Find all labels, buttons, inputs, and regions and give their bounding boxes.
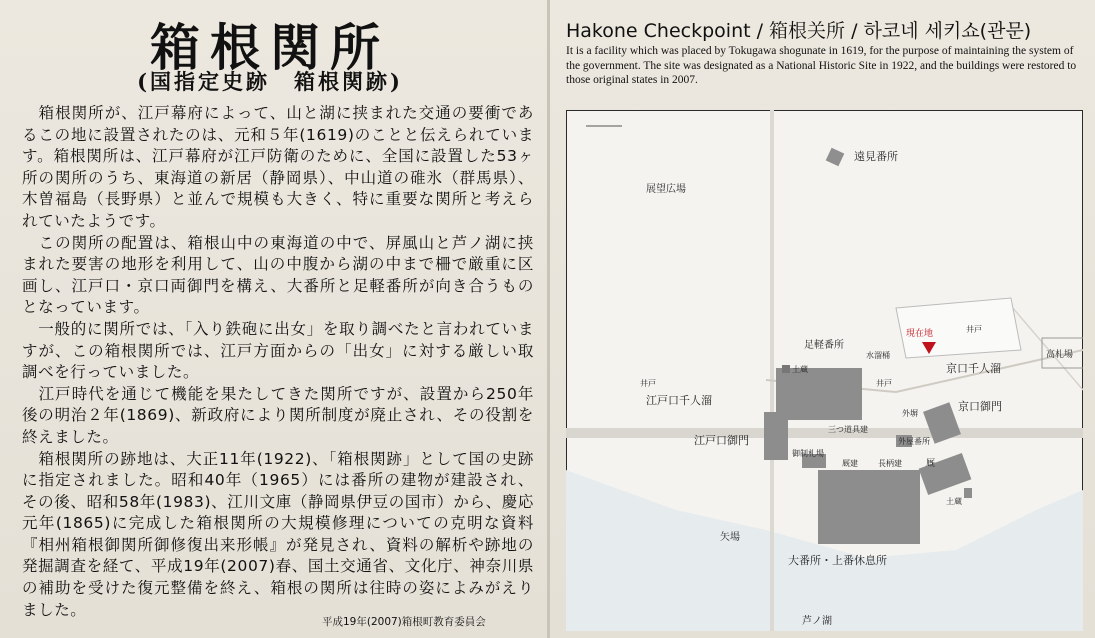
label-kousatsu: 高札場 — [1046, 350, 1074, 360]
label-tomi: 遠見番所 — [854, 150, 898, 163]
label-kyo-senninmasu: 京口千人溜 — [946, 362, 1001, 375]
label-gaiya: 外屋番所 — [898, 437, 930, 446]
english-description: It is a facility which was placed by Tokugawa shogunate in 1619, for the purpose of maintaining the system of the government. The site was designated as a National Historic Site in 1922, and the buildings were restored to those original states in 2007. — [566, 45, 1077, 87]
japanese-subtitle: (国指定史跡 箱根関跡) — [137, 69, 403, 94]
kura1-building — [782, 365, 790, 373]
label-ido2: 井戸 — [876, 379, 892, 388]
label-genzaichi: 現在地 — [906, 329, 934, 339]
label-kura1: 土蔵 — [792, 365, 808, 374]
credit-line: 平成19年(2007)箱根町教育委員会 — [322, 616, 486, 628]
site-map-svg — [566, 110, 1083, 631]
label-yaba: 矢場 — [720, 532, 740, 543]
body-paragraph: この関所の配置は、箱根山中の東海道の中で、屏風山と芦ノ湖に挟まれた要害の地形を利用して、山の中腹から湖の中まで柵で厳重に区画し、江戸口・京口両御門を構え、大番所と足軽番所が向き合うものとなっています。 — [22, 233, 534, 317]
kura-building — [964, 488, 972, 498]
label-ido3: 井戸 — [966, 325, 982, 334]
column-divider — [547, 0, 550, 638]
multilingual-title: Hakone Checkpoint / 箱根关所 / 하코네 세키쇼(관문) — [566, 20, 1032, 42]
edo-gate-building — [764, 412, 788, 460]
label-gosei: 御制札場 — [792, 449, 824, 458]
ashigaru-building — [776, 368, 862, 420]
current-area — [896, 298, 1021, 358]
label-gaiheki: 外塀 — [902, 409, 918, 418]
label-ashigaru: 足軽番所 — [804, 340, 844, 351]
label-ido1: 井戸 — [640, 379, 656, 388]
label-kura2: 土蔵 — [946, 497, 962, 506]
body-paragraph: 江戸時代を通じて機能を果たしてきた関所ですが、設置から250年後の明治２年(1869)、新政府により関所制度が廃止され、その役割を終えました。 — [22, 384, 534, 446]
body-paragraph: 箱根関所が、江戸幕府によって、山と湖に挟まれた交通の要衝であるこの地に設置されたのは、元和５年(1619)のことと伝えられています。箱根関所は、江戸幕府が江戸防衛のために、全国に設置した53ヶ所の関所のうち、東海道の新居（静岡県）、中山道の碓氷（群馬県）、木曽福島（長野県）と並んで規模も大きく、特に重要な関所と考えられていたようです。 — [22, 104, 534, 230]
label-kyo-gomon: 京口御門 — [958, 400, 1002, 413]
label-oobansho: 大番所・上番休息所 — [788, 554, 887, 567]
oobansho-building — [818, 470, 920, 544]
body-paragraph: 箱根関所の跡地は、大正11年(1922)、「箱根関跡」として国の史跡に指定されました。昭和40年（1965）には番所の建物が建設され、その後、昭和58年(1983)、江川文庫（静岡県伊豆の国市）から、慶応元年(1865)に完成した箱根関所の大規模修理についての克明な資料『相州箱根御関所御修復出来形帳』が発見され、資料の解析や跡地の発掘調査を経て、平成19年(2007)春、国土交通省、文化庁、神奈川県の補助を受けた復元整備を終え、箱根の関所は往時の姿によみがえりました。 — [22, 449, 534, 619]
body-paragraph: 一般的に関所では、「入り鉄砲に出女」を取り調べたと言われていますが、この箱根関所では、江戸方面からの「出女」に対する厳しい取調べを行っていました。 — [22, 319, 534, 382]
site-map — [566, 110, 1083, 631]
label-umaya: 厩 — [926, 459, 936, 469]
japanese-title: 箱根関所 — [150, 18, 390, 77]
label-tenbou: 展望広場 — [646, 184, 686, 195]
label-edo-gomon: 江戸口御門 — [694, 434, 749, 447]
label-katte: 厩建 — [842, 459, 858, 468]
label-nagaya: 長柄建 — [878, 459, 902, 468]
label-mizutame: 水溜桶 — [866, 351, 890, 360]
japanese-body — [22, 103, 534, 621]
label-mitsudougu: 三つ道具建 — [828, 425, 868, 434]
label-edo-senninmasu: 江戸口千人溜 — [646, 394, 712, 407]
label-ashinoko: 芦ノ湖 — [802, 616, 832, 627]
